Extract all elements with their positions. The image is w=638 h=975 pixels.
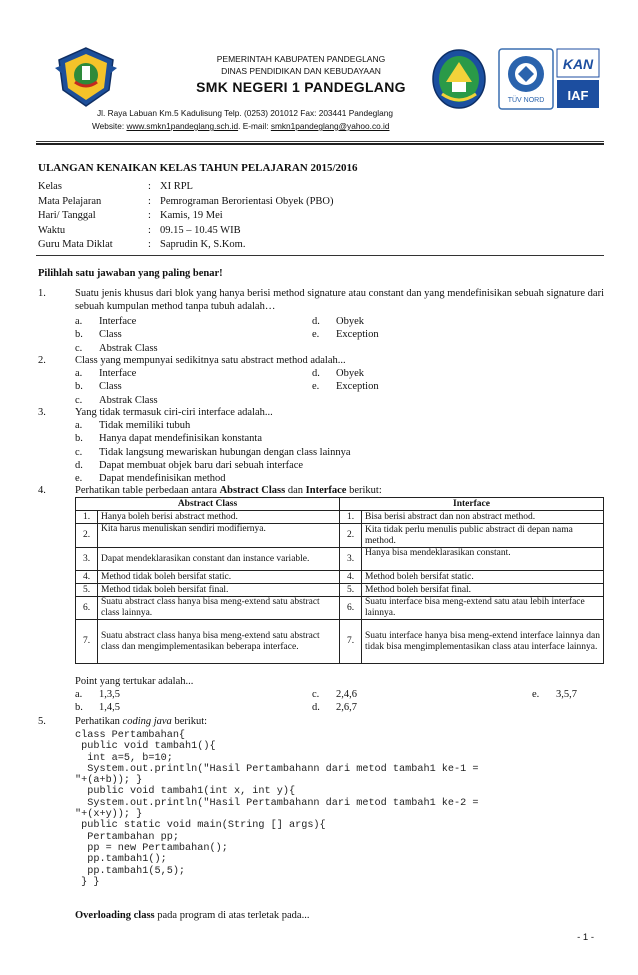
meta-row-subject: Mata Pelajaran : Pemrograman Berorientasi Obyek (PBO) xyxy=(38,195,334,207)
table-row: 3. Dapat mendeklarasikan constant dan instance variable. 3. Hanya bisa mendeklarasikan constant. xyxy=(76,548,604,571)
option-a[interactable]: a. Interface xyxy=(75,316,137,327)
question-5 xyxy=(38,716,604,730)
email-label: . E-mail: xyxy=(238,121,269,131)
table-row: 1. Hanya boleh berisi abstract method. 1. Bisa berisi abstract dan non abstract method. xyxy=(76,511,604,524)
question-text: Suatu jenis khusus dari blok yang hanya berisi method signature atau constant dan yang mendefinisikan sebuah signature dari sebuah kumpulan method tanpa tubuh adalah… xyxy=(75,288,604,312)
option-e[interactable]: e. Exception xyxy=(312,381,379,392)
question-text: Perhatikan coding java berikut: xyxy=(75,716,208,727)
comparison-table xyxy=(75,497,604,664)
question-number: 3. xyxy=(38,407,46,418)
option-b[interactable]: b. Class xyxy=(75,381,122,392)
school-name: SMK NEGERI 1 PANDEGLANG xyxy=(196,79,406,95)
option-e[interactable]: e. Dapat mendefinisikan method xyxy=(75,473,226,484)
table-row: 5. Method tidak boleh bersifat final. 5. Method boleh bersifat final. xyxy=(76,584,604,597)
letterhead-divider-thin xyxy=(36,141,604,142)
meta-divider xyxy=(36,255,604,256)
page-number: - 1 - xyxy=(577,932,594,943)
instruction: Pilihlah satu jawaban yang paling benar! xyxy=(38,268,223,279)
option-c[interactable]: c. Tidak langsung mewariskan hubungan dengan class lainnya xyxy=(75,447,351,458)
exam-meta xyxy=(38,181,334,254)
website-link[interactable]: www.smkn1pandeglang.sch.id xyxy=(126,121,239,131)
java-code-block: class Pertambahan{ public void tambah1(){ int a=5, b=10; System.out.println("Hasil Pertambahann dari metod tambah1 ke-1 = "+(a+b)); } public void tambah1(int x, int y){ System.out.println("Hasil Pertambahann dari metod tambah1 ke-2 = "+(x+y)); } public static void main(String [] args){ Pertambahan pp; pp = new Pertambahan(); pp.tambah1(); pp.tambah1(5,5); } } xyxy=(75,730,479,888)
option-d[interactable]: d. Obyek xyxy=(312,368,364,379)
table-header-row xyxy=(76,498,604,511)
column-header-abstract-class: Abstract Class xyxy=(76,498,340,511)
table-row: 7. Suatu abstract class hanya bisa meng-extend satu abstract class dan mengimplementasikan beberapa interface. 7. Suatu interface hanya bisa meng-extend interface lainnya dan tidak bisa mengimplementasikan class atau interface lainnya. xyxy=(76,620,604,664)
website-label: Website: xyxy=(92,121,125,131)
meta-row-time: Waktu : 09.15 – 10.45 WIB xyxy=(38,224,241,236)
question-1 xyxy=(38,288,604,356)
option-c[interactable]: c. 2,4,6 xyxy=(312,689,357,700)
letterhead xyxy=(0,40,638,140)
question-3 xyxy=(38,407,604,487)
school-contact xyxy=(92,121,390,131)
education-department-logo xyxy=(428,48,490,110)
question-2 xyxy=(38,355,604,410)
government-line: PEMERINTAH KABUPATEN PANDEGLANG xyxy=(216,54,386,64)
option-d[interactable]: d. Obyek xyxy=(312,316,364,327)
table-row: 6. Suatu abstract class hanya bisa meng-extend satu abstract class lainnya. 6. Suatu interface bisa meng-extend satu atau lebih interface lainnya. xyxy=(76,597,604,620)
svg-text:TÜV NORD: TÜV NORD xyxy=(507,97,545,104)
option-a[interactable]: a. Interface xyxy=(75,368,137,379)
option-e[interactable]: e. 3,5,7 xyxy=(532,689,577,700)
option-d[interactable]: d. 2,6,7 xyxy=(312,702,357,713)
column-header-interface: Interface xyxy=(340,498,604,511)
question-text: Perhatikan table perbedaan antara Abstract Class dan Interface berikut: xyxy=(75,485,382,496)
option-c[interactable]: c. Abstrak Class xyxy=(75,395,158,406)
table-row: 2. Kita harus menuliskan sendiri modifiernya. 2. Kita tidak perlu menulis public abstract di depan nama method. xyxy=(76,524,604,548)
meta-row-teacher: Guru Mata Diklat : Saprudin K, S.Kom. xyxy=(38,239,246,251)
question-number: 4. xyxy=(38,485,46,496)
option-d[interactable]: d. Dapat membuat objek baru dari sebuah interface xyxy=(75,460,304,471)
question-number: 1. xyxy=(38,288,46,299)
question-number: 5. xyxy=(38,716,46,727)
meta-row-class: Kelas : XI RPL xyxy=(38,181,193,192)
meta-row-date: Hari/ Tanggal : Kamis, 19 Mei xyxy=(38,210,223,222)
question-text: Yang tidak termasuk ciri-ciri interface adalah... xyxy=(75,407,273,418)
option-a[interactable]: a. 1,3,5 xyxy=(75,689,120,700)
option-a[interactable]: a. Tidak memiliki tubuh xyxy=(75,420,191,431)
kan-iaf-accreditation-logo xyxy=(556,48,600,110)
email-link[interactable]: smkn1pandeglang@yahoo.co.id xyxy=(270,121,390,131)
svg-text:KAN: KAN xyxy=(562,56,594,72)
option-b[interactable]: b. Hanya dapat mendefinisikan konstanta xyxy=(75,433,262,444)
question-prompt: Point yang tertukar adalah... xyxy=(75,676,194,687)
option-e[interactable]: e. Exception xyxy=(312,329,379,340)
department-line: DINAS PENDIDIKAN DAN KEBUDAYAAN xyxy=(221,66,381,76)
svg-text:IAF: IAF xyxy=(567,88,589,103)
table-row: 4. Method tidak boleh bersifat static. 4. Method boleh bersifat static. xyxy=(76,571,604,584)
option-b[interactable]: b. 1,4,5 xyxy=(75,702,120,713)
letterhead-divider-thick xyxy=(36,143,604,145)
question-5-prompt: Overloading class pada program di atas terletak pada... xyxy=(75,910,310,921)
option-b[interactable]: b. Class xyxy=(75,329,122,340)
school-address: Jl. Raya Labuan Km.5 Kadulisung Telp. (0253) 201012 Fax: 203441 Pandeglang xyxy=(97,108,393,118)
question-number: 2. xyxy=(38,355,46,366)
question-text: Class yang mempunyai sedikitnya satu abstract method adalah... xyxy=(75,355,346,366)
exam-title: ULANGAN KENAIKAN KELAS TAHUN PELAJARAN 2015/2016 xyxy=(38,162,358,174)
tuv-nord-certification-logo xyxy=(498,48,554,110)
option-c[interactable]: c. Abstrak Class xyxy=(75,343,158,354)
question-4-answers xyxy=(38,676,604,716)
